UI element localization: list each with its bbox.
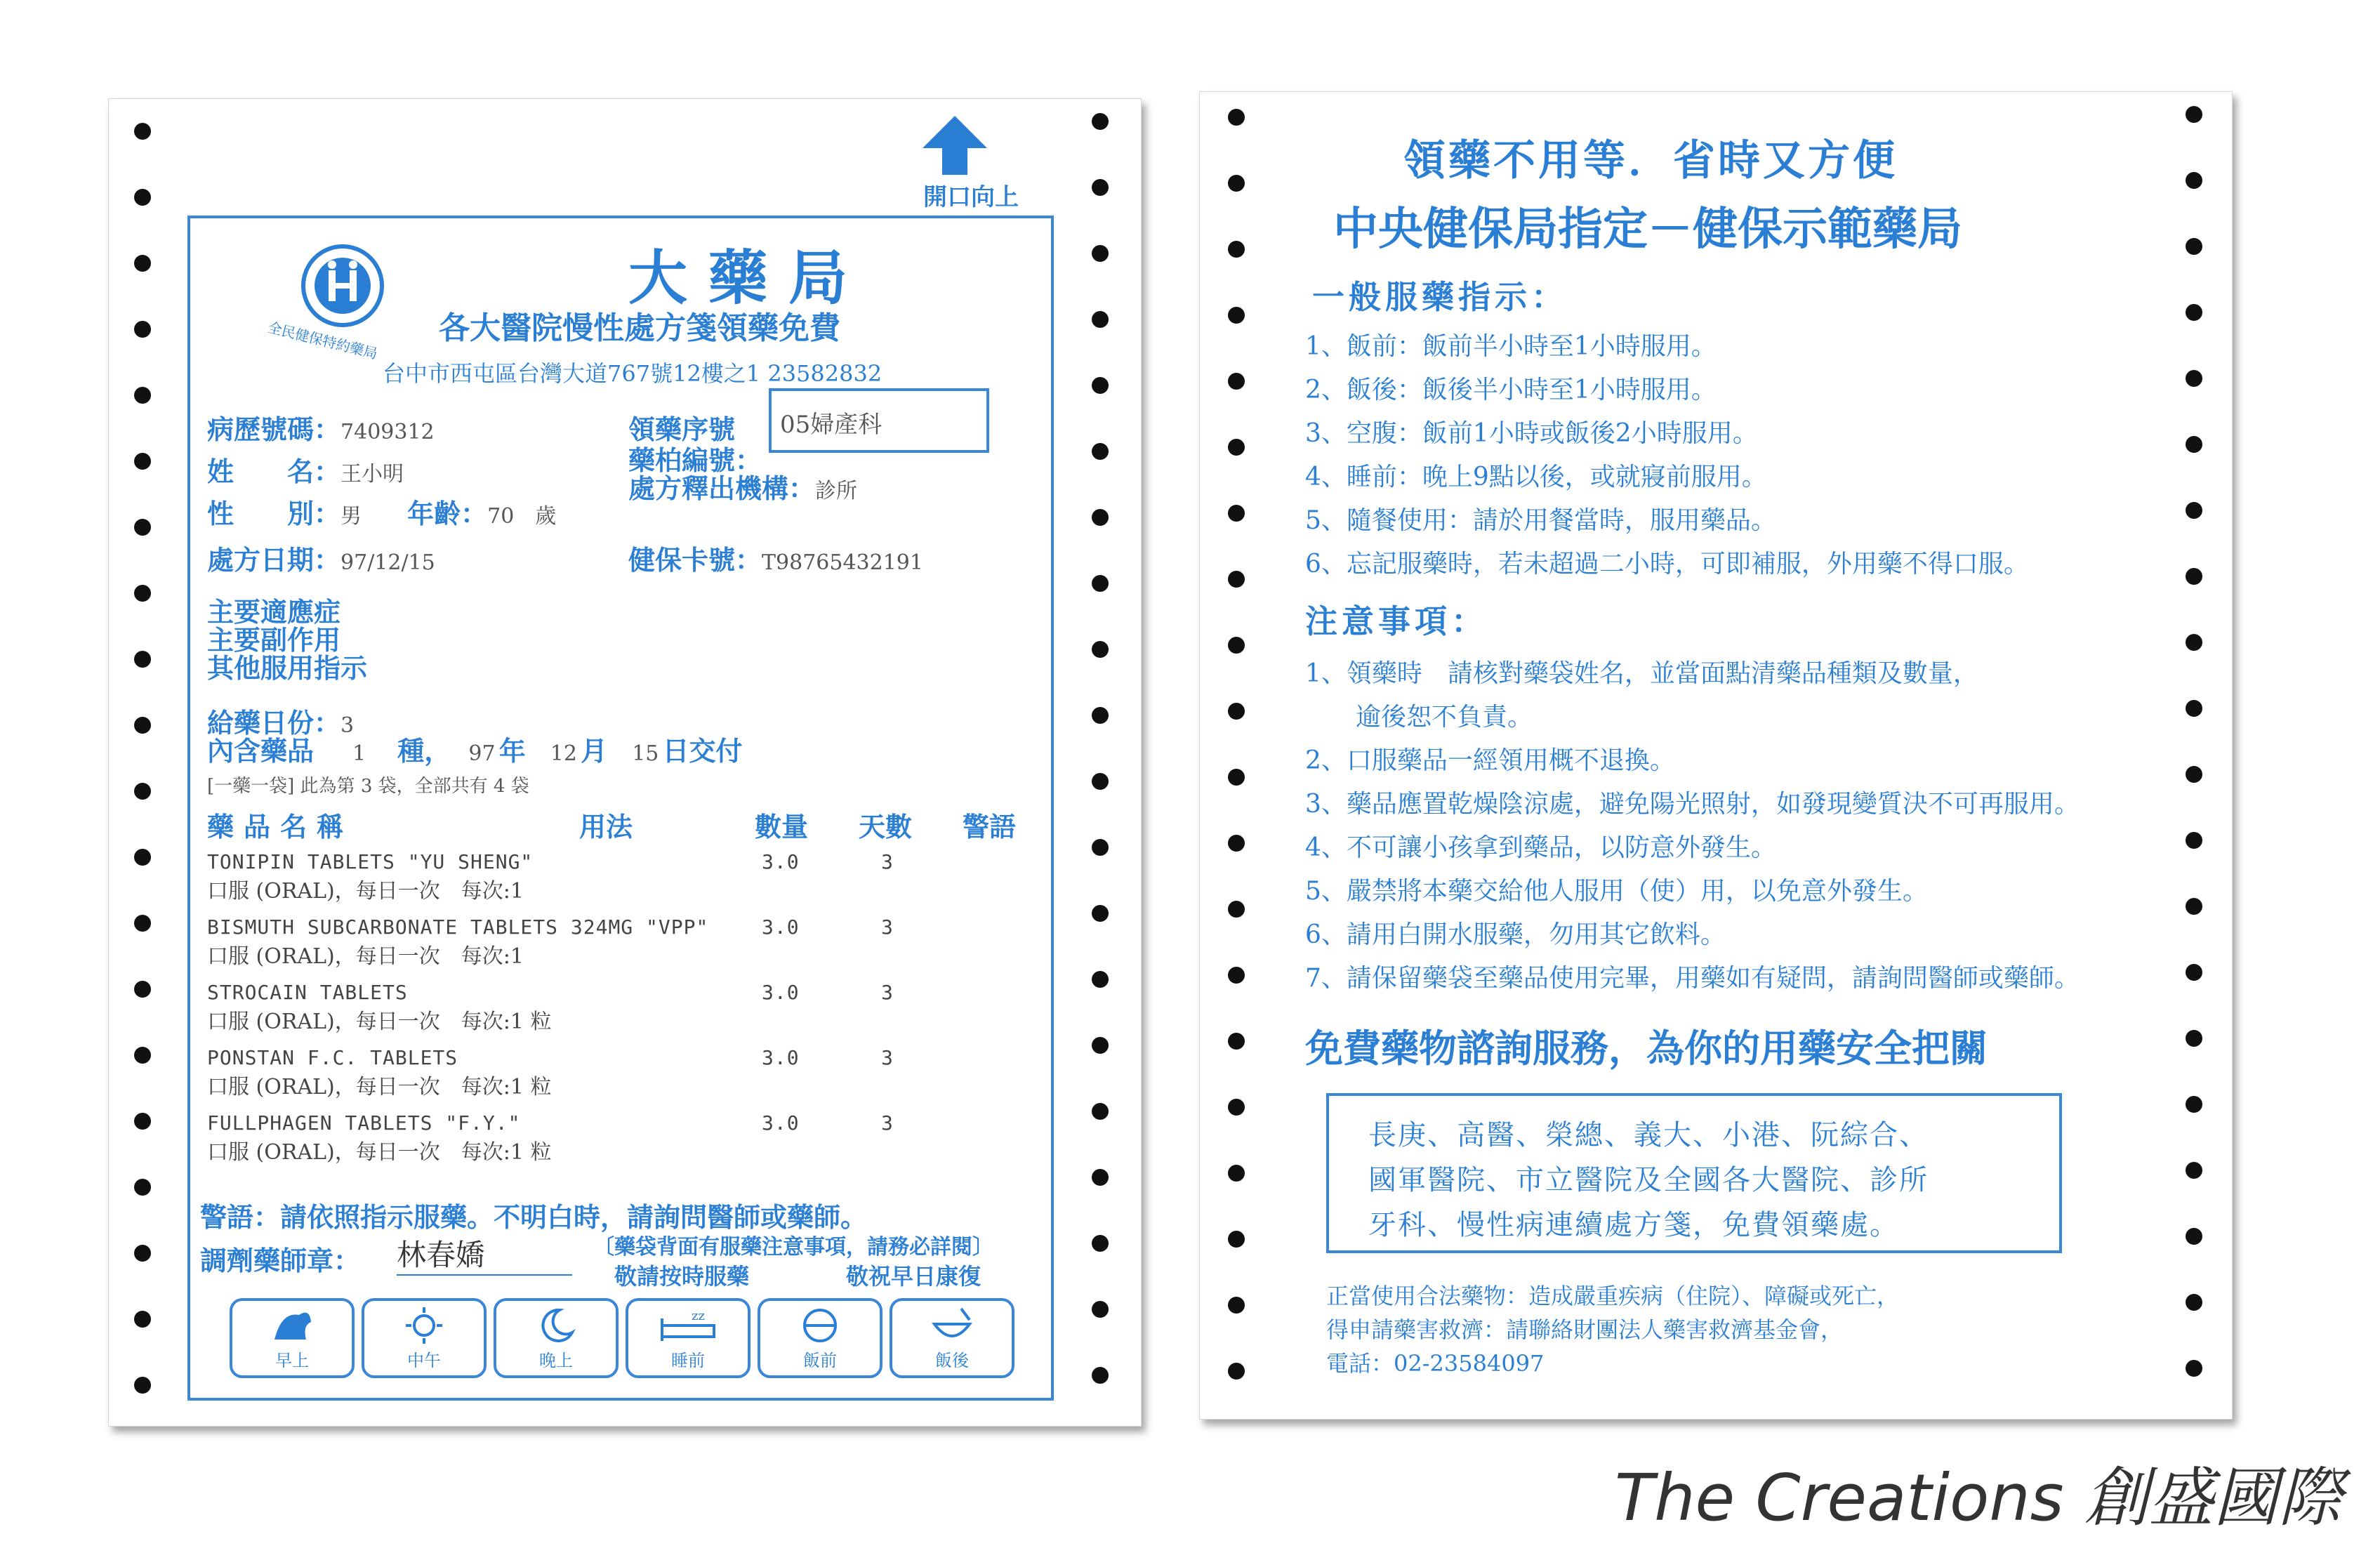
rx-date: 97/12/15: [341, 550, 435, 575]
drug-name: BISMUTH SUBCARBONATE TABLETS 324MG "VPP": [207, 915, 709, 939]
drug-name: PONSTAN F.C. TABLETS: [207, 1046, 458, 1069]
card-row: 健保卡號：T98765432191: [628, 544, 923, 576]
drug-usage: 口服 (ORAL)，每日一次 每次:1: [207, 879, 524, 904]
prescription-bag-back: [1199, 91, 2233, 1420]
header-usage: 用法: [579, 811, 633, 842]
general-title: 一般服藥指示：: [1312, 278, 1568, 316]
relief-phone: 電話：02-23584097: [1326, 1350, 1545, 1377]
back-note: 〔藥袋背面有服藥注意事項，請務必詳閱〕: [593, 1235, 993, 1259]
moon-icon: [531, 1304, 581, 1347]
tractor-holes-right: [2186, 92, 2207, 1419]
hospital-line: 國軍醫院、市立醫院及全國各大醫院、診所: [1368, 1164, 1929, 1196]
pharmacist-signature: 林春嬌: [397, 1232, 572, 1276]
general-item: 6、忘記服藥時，若未超過二小時，可即補服，外用藥不得口服。: [1305, 550, 2029, 578]
drug-row: [207, 850, 1014, 904]
drug-qty: 3.0: [762, 915, 800, 939]
hospital-line: 長庚、高醫、榮總、義大、小港、阮綜合、: [1368, 1119, 1929, 1151]
timely-note: 敬請按時服藥: [614, 1263, 750, 1290]
bag-note: [一藥一袋] 此為第 3 袋，全部共有 4 袋: [207, 776, 529, 797]
slogan-2: 中央健保局指定－健保示範藥局: [1333, 204, 1962, 256]
wish-note: 敬祝早日康復: [846, 1263, 981, 1290]
caution-item: 1、領藥時 請核對藥袋姓名，並當面點清藥品種類及數量，: [1305, 659, 1978, 688]
drug-qty: 3.0: [762, 1111, 800, 1135]
card-no: T98765432191: [762, 550, 923, 575]
caution-item: 逾後恕不負責。: [1305, 703, 1533, 732]
caution-item: 2、口服藥品一經領用概不退換。: [1305, 746, 1675, 775]
header-warning: 警語: [963, 811, 1017, 842]
drug-qty: 3.0: [762, 1046, 800, 1069]
drug-row: [207, 1111, 1014, 1165]
issuer: 診所: [815, 479, 858, 503]
patient-age: 70 歲: [487, 504, 557, 529]
warning-line: 警語：請依照指示服藥。不明白時，請詢問醫師或藥師。: [200, 1202, 868, 1233]
caution-item: 6、請用白開水服藥，勿用其它飲料。: [1305, 920, 1726, 949]
contains-row: 內含藥品 1 種， 97 年 12 月 15 日交付: [207, 735, 743, 767]
queue-value: 05婦產科: [780, 411, 882, 439]
patient-sex: 男: [341, 504, 362, 529]
issuer-row: 處方釋出機構：診所: [628, 472, 858, 504]
tractor-holes-left: [1228, 92, 1249, 1419]
drug-usage: 口服 (ORAL)，每日一次 每次:1 粒: [207, 1140, 552, 1165]
morning-icon-box: 早上: [230, 1298, 355, 1378]
svg-text:zz: zz: [692, 1309, 705, 1323]
drug-days: 3: [881, 850, 894, 873]
caution-item: 3、藥品應置乾燥陰涼處，避免陽光照射，如發現變質決不可再服用。: [1305, 790, 2080, 819]
empty-bowl-icon: [795, 1304, 845, 1347]
caution-item: 4、不可讓小孩拿到藥品，以防意外發生。: [1305, 833, 1776, 862]
pharmacy-subtitle: 各大醫院慢性處方箋領藥免費: [439, 310, 840, 346]
drug-name: FULLPHAGEN TABLETS "F.Y.": [207, 1111, 521, 1135]
before-meal-icon-box: 飯前: [758, 1298, 882, 1378]
general-item: 5、隨餐使用：請於用餐當時，服用藥品。: [1305, 506, 1776, 535]
queue-label: 領藥序號: [628, 414, 736, 445]
name-row: 姓 名：王小明: [207, 456, 404, 487]
pharmacy-name: 大藥局: [628, 243, 869, 312]
service-slogan: 免費藥物諮詢服務，為你的用藥安全把關: [1305, 1026, 1988, 1071]
drug-qty: 3.0: [762, 981, 800, 1004]
drug-row: [207, 1046, 1014, 1100]
header-name: 藥品名稱: [207, 811, 354, 842]
night-icon-box: 晚上: [494, 1298, 619, 1378]
patient-name: 王小明: [341, 462, 404, 487]
bedtime-icon-box: zz 睡前: [626, 1298, 751, 1378]
rooster-icon: [267, 1304, 317, 1347]
record-no-row: 病歷號碼：7409312: [207, 414, 435, 445]
slogan-1: 領藥不用等．省時又方便: [1403, 136, 1898, 185]
watermark: The Creations 創盛國際: [1615, 1460, 2343, 1535]
open-direction-label: 開口向上: [923, 183, 1019, 211]
sex-age-row: 性 別：男 年齡：70 歲: [207, 498, 557, 529]
prescription-bag-front: [108, 98, 1142, 1427]
indication-label: 主要適應症: [207, 596, 341, 628]
logo-caption: 全民健保特約藥局: [266, 318, 380, 362]
header-days: 天數: [859, 811, 913, 842]
header-qty: 數量: [755, 811, 809, 842]
drug-usage: 口服 (ORAL)，每日一次 每次:1: [207, 944, 524, 969]
drug-usage: 口服 (ORAL)，每日一次 每次:1 粒: [207, 1010, 552, 1034]
hospital-line: 牙科、慢性病連續處方箋，免費領藥處。: [1368, 1209, 1899, 1241]
caution-item: 5、嚴禁將本藥交給他人服用（使）用，以免意外發生。: [1305, 877, 1928, 906]
arrow-up-icon: [920, 113, 990, 176]
after-meal-icon-box: 飯後: [890, 1298, 1014, 1378]
rx-date-row: 處方日期：97/12/15: [207, 544, 435, 576]
tractor-holes-left: [134, 99, 155, 1426]
pharmacy-address: 台中市西屯區台灣大道767號12樓之1 23582832: [383, 360, 882, 387]
days-value: 3: [341, 713, 355, 738]
drug-days: 3: [881, 1111, 894, 1135]
drug-usage: 口服 (ORAL)，每日一次 每次:1 粒: [207, 1075, 552, 1099]
general-item: 3、空腹：飯前1小時或飯後2小時服用。: [1305, 419, 1758, 448]
drug-name: TONIPIN TABLETS "YU SHENG": [207, 850, 534, 873]
caution-item: 7、請保留藥袋至藥品使用完畢，用藥如有疑問，請詢問醫師或藥師。: [1305, 964, 2080, 993]
drug-days: 3: [881, 915, 894, 939]
general-item: 2、飯後：飯後半小時至1小時服用。: [1305, 376, 1717, 404]
general-item: 1、飯前：飯前半小時至1小時服用。: [1305, 332, 1717, 361]
sun-icon: [399, 1304, 449, 1347]
drug-row: [207, 915, 1014, 970]
caution-title: 注意事項：: [1305, 602, 1488, 640]
other-instruction-label: 其他服用指示: [207, 652, 368, 684]
drug-name: STROCAIN TABLETS: [207, 981, 408, 1004]
cabinet-label: 藥柏編號：: [628, 444, 762, 476]
drug-days: 3: [881, 981, 894, 1004]
days-row: 給藥日份：3: [207, 707, 355, 739]
relief-line: 得申請藥害救濟：請聯絡財團法人藥害救濟基金會，: [1326, 1316, 1844, 1343]
side-effect-label: 主要副作用: [207, 624, 341, 656]
tractor-holes-right: [1092, 99, 1113, 1426]
drug-row: [207, 981, 1014, 1035]
record-no: 7409312: [341, 420, 435, 444]
drug-qty: 3.0: [762, 850, 800, 873]
noon-icon-box: 中午: [362, 1298, 487, 1378]
drug-days: 3: [881, 1046, 894, 1069]
full-bowl-icon: [927, 1304, 977, 1347]
general-item: 4、睡前：晚上9點以後，或就寢前服用。: [1305, 463, 1767, 491]
relief-line: 正當使用合法藥物：造成嚴重疾病（住院）、障礙或死亡，: [1326, 1283, 1900, 1309]
bed-icon: [656, 1304, 720, 1347]
pharmacist-label: 調劑藥師章：: [200, 1245, 361, 1276]
